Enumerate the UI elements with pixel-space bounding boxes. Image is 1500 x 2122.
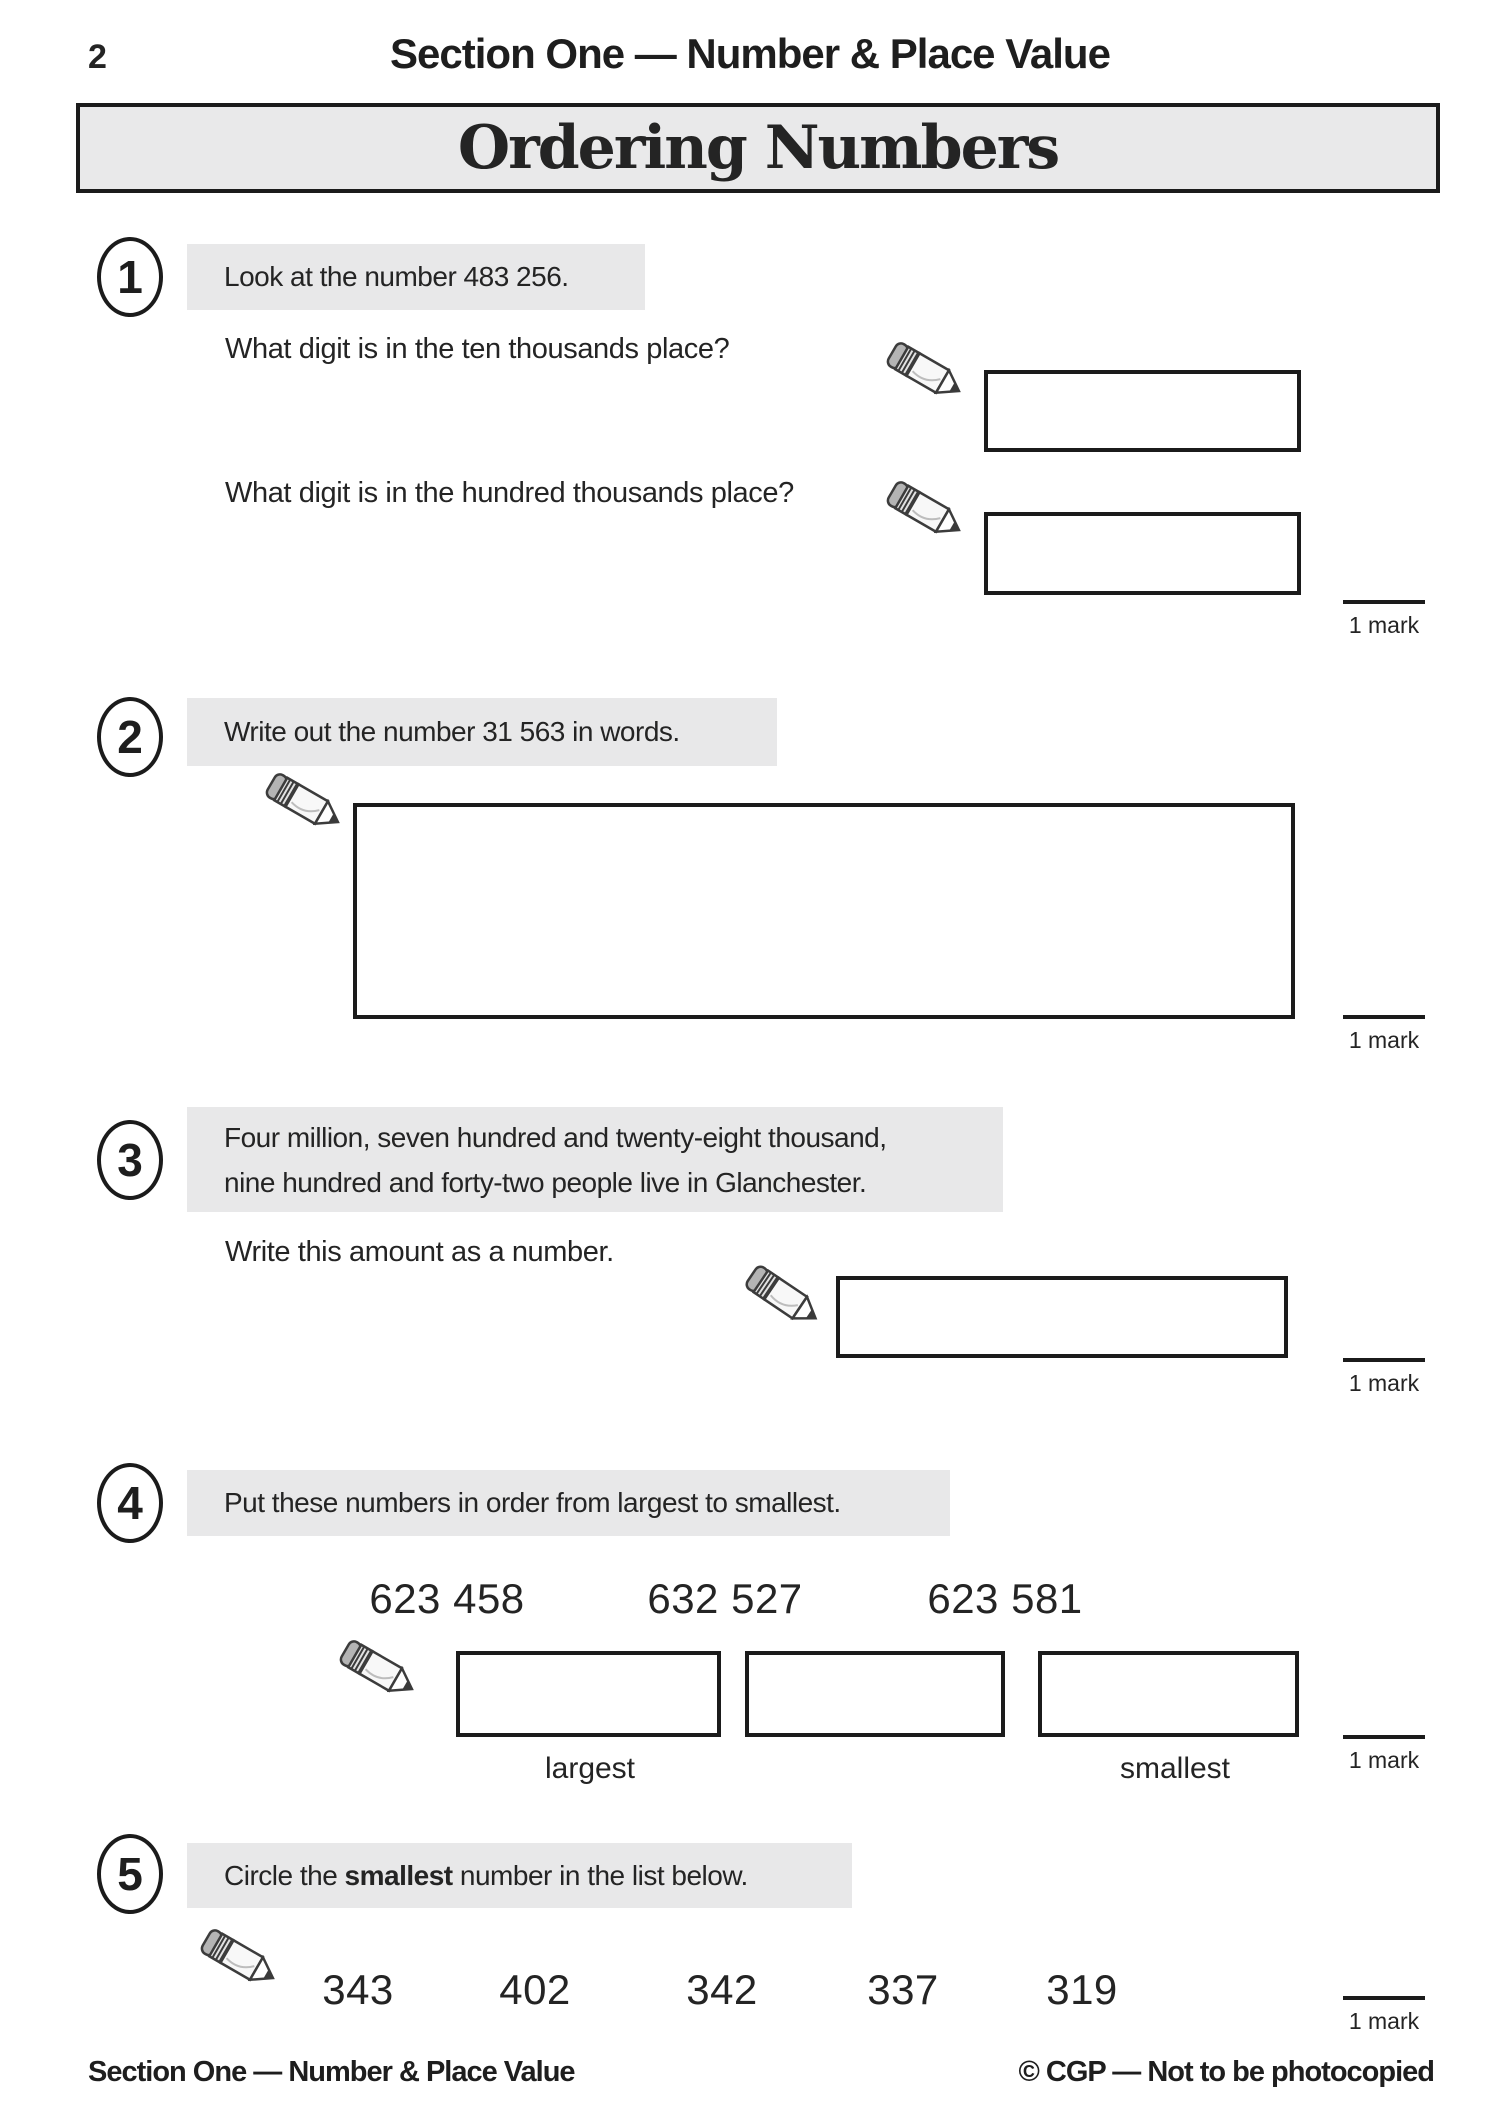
answer-box[interactable]	[836, 1276, 1288, 1358]
pencil-icon	[883, 339, 969, 406]
pencil-icon	[883, 478, 969, 545]
footer-copyright: © CGP — Not to be photocopied	[1018, 2056, 1434, 2088]
question-3-subprompt: Write this amount as a number.	[225, 1236, 614, 1268]
circle-number-choice[interactable]: 319	[1046, 1966, 1118, 2013]
question-2-circle	[97, 697, 163, 777]
question-3-number: 3	[117, 1134, 143, 1186]
pencil-icon	[742, 1262, 827, 1333]
mark-label: 1 mark	[1348, 2008, 1420, 2034]
question-1-circle	[97, 237, 163, 317]
question-2-prompt-box	[187, 698, 777, 766]
question-1-number: 1	[117, 251, 143, 303]
circle-number-choice[interactable]: 337	[867, 1966, 939, 2013]
section-header: Section One — Number & Place Value	[390, 30, 1110, 77]
question-4-prompt-box	[187, 1470, 950, 1536]
question-5-prompt-suffix: number in the list below.	[452, 1859, 748, 1891]
ordering-number-item: 623 458	[369, 1575, 525, 1622]
pencil-icon	[336, 1637, 422, 1704]
question-4-prompt: Put these numbers in order from largest to smallest.	[224, 1487, 841, 1518]
worksheet-title: Ordering Numbers	[457, 113, 1059, 183]
mark-line	[1343, 1735, 1425, 1739]
pencil-icon	[197, 1926, 283, 1993]
mark-line	[1343, 1996, 1425, 2000]
question-4-circle	[97, 1463, 163, 1543]
answer-box[interactable]	[984, 512, 1301, 595]
mark-label: 1 mark	[1348, 1370, 1420, 1396]
mark-line	[1343, 600, 1425, 604]
question-1b-text: What digit is in the hundred thousands place?	[225, 477, 794, 509]
question-1-prompt-box	[187, 244, 645, 310]
worksheet-title-box	[76, 103, 1440, 193]
circle-number-choice[interactable]: 342	[686, 1966, 758, 2013]
question-3-circle	[97, 1120, 163, 1200]
smallest-label: smallest	[1119, 1752, 1231, 1785]
mark-line	[1343, 1358, 1425, 1362]
mark-label: 1 mark	[1348, 612, 1420, 638]
answer-box[interactable]	[984, 370, 1301, 452]
answer-box[interactable]	[353, 803, 1295, 1019]
question-3-prompt-line1: Four million, seven hundred and twenty-eight thousand,	[224, 1121, 887, 1153]
question-5-circle	[97, 1834, 163, 1914]
question-4-number: 4	[117, 1477, 143, 1529]
answer-box[interactable]	[1038, 1651, 1299, 1737]
ordering-number-item: 623 581	[927, 1575, 1083, 1622]
circle-number-choice[interactable]: 343	[322, 1966, 394, 2013]
page-number: 2	[88, 38, 107, 76]
mark-label: 1 mark	[1348, 1747, 1420, 1773]
answer-box[interactable]	[745, 1651, 1005, 1737]
question-5-prompt-bold: smallest	[344, 1859, 453, 1891]
question-5-prompt-prefix: Circle the	[224, 1859, 345, 1891]
question-3-prompt-line2: nine hundred and forty-two people live in Glanchester.	[224, 1166, 867, 1198]
pencil-icon	[262, 770, 348, 837]
question-2-prompt: Write out the number 31 563 in words.	[224, 716, 680, 747]
question-3-prompt-box	[187, 1107, 1003, 1212]
question-5-prompt-box	[187, 1843, 852, 1908]
ordering-number-item: 632 527	[647, 1575, 803, 1622]
mark-line	[1343, 1015, 1425, 1019]
circle-number-choice[interactable]: 402	[499, 1966, 571, 2013]
largest-label: largest	[544, 1752, 636, 1785]
mark-label: 1 mark	[1348, 1027, 1420, 1053]
question-1-prompt: Look at the number 483 256.	[224, 261, 569, 292]
footer-section-title: Section One — Number & Place Value	[88, 2056, 575, 2088]
question-2-number: 2	[117, 711, 143, 763]
question-5-number: 5	[117, 1848, 143, 1900]
answer-box[interactable]	[456, 1651, 721, 1737]
question-1a-text: What digit is in the ten thousands place?	[225, 333, 730, 365]
